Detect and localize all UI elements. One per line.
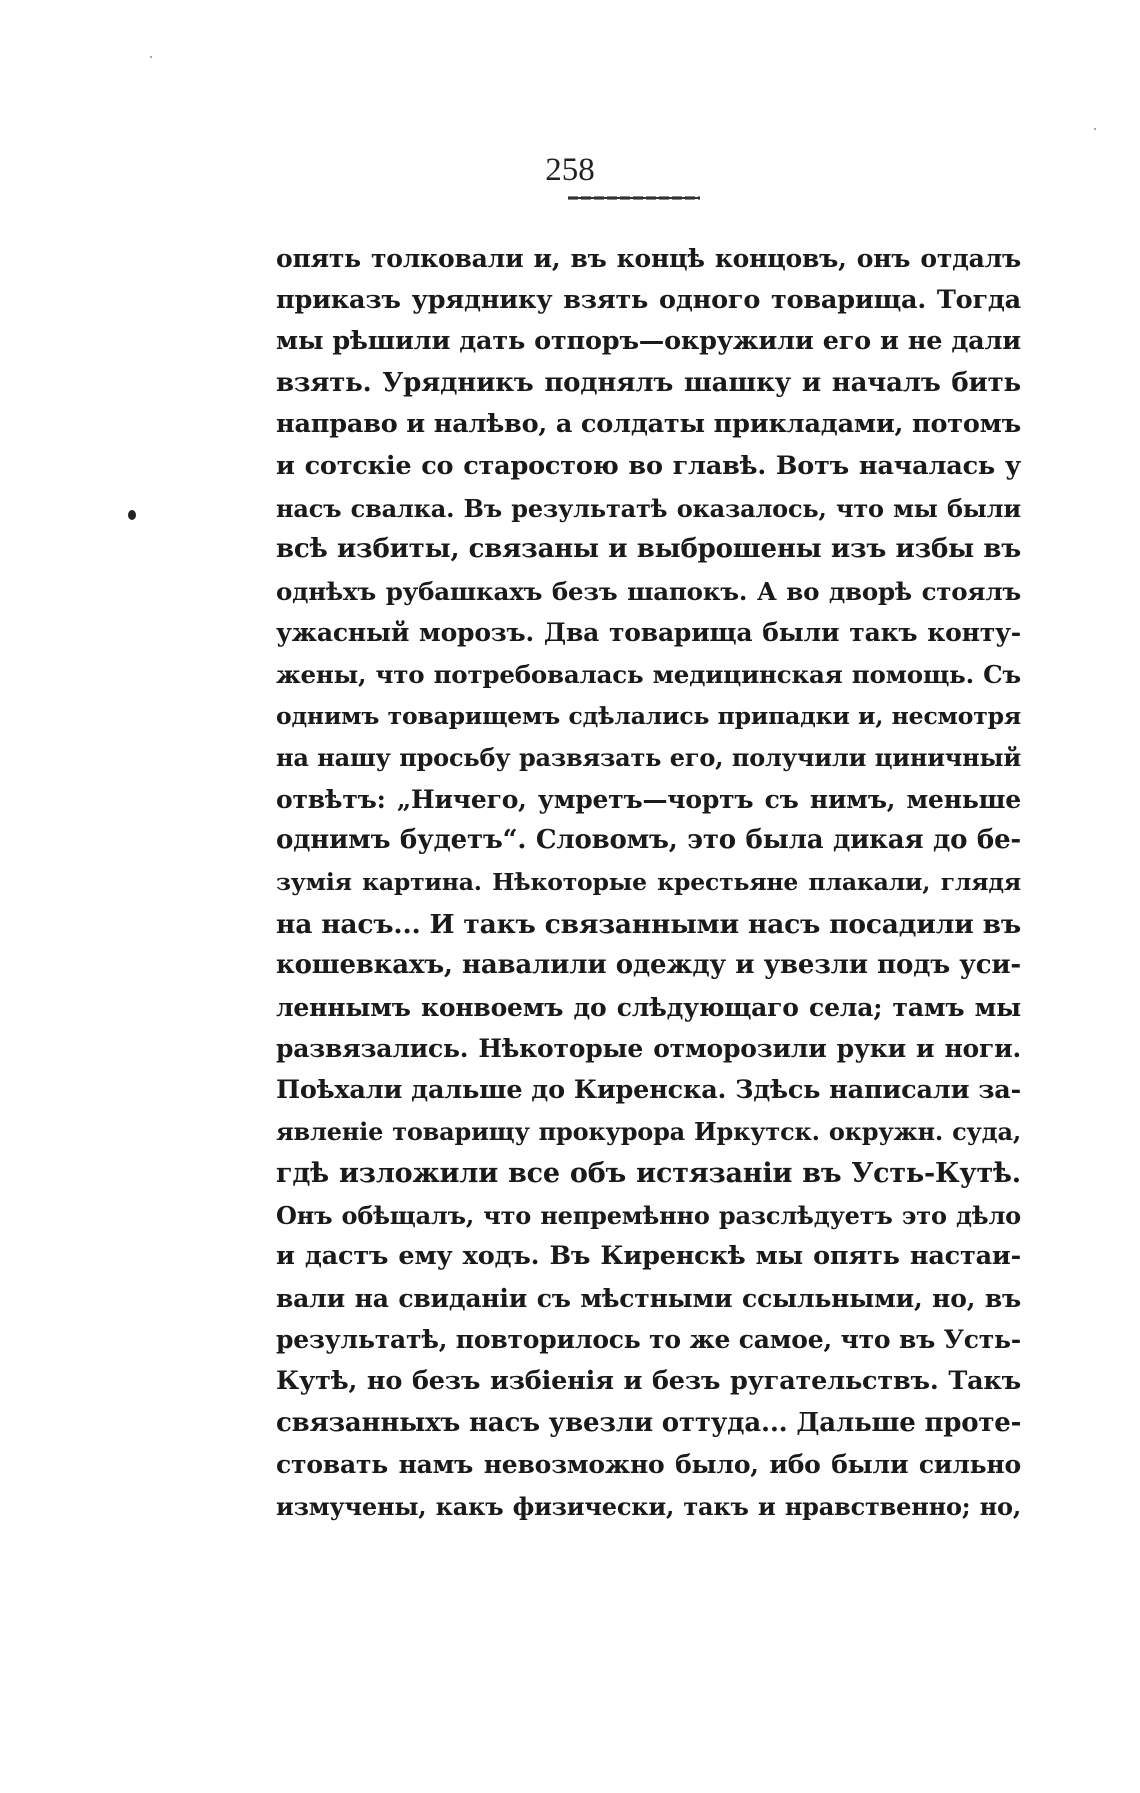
- text-line: стовать намъ невозможно было, ибо были сильно: [276, 1450, 1021, 1480]
- body-text: [276, 238, 1021, 1527]
- text-line: на насъ... И такъ связанными насъ посадили въ: [276, 908, 1021, 940]
- text-line: направо и налѣво, а солдаты прикладами, потомъ: [276, 409, 1021, 440]
- text-line: отвѣтъ: „Ничего, умретъ—чортъ съ нимъ, меньше: [276, 784, 1021, 814]
- text-line: приказъ уряднику взять одного товарища. Тогда: [276, 284, 1021, 315]
- text-line: Поѣхали дальше до Киренска. Здѣсь написали за-: [276, 1074, 1021, 1105]
- header-rule-texture: [568, 196, 700, 200]
- text-line: и сотскіе со старостою во главѣ. Вотъ началась у: [276, 450, 1021, 481]
- text-line: измучены, какъ физически, такъ и нравственно; но,: [276, 1491, 1021, 1521]
- margin-speck: [1094, 128, 1096, 130]
- text-line: леннымъ конвоемъ до слѣдующаго села; тамъ мы: [276, 992, 1021, 1022]
- text-line: гдѣ изложили все объ истязаніи въ Усть-Кутѣ.: [276, 1158, 1021, 1190]
- text-line: явленіе товарищу прокурора Иркутск. окружн. суда,: [276, 1117, 1021, 1147]
- text-line: вали на свиданіи съ мѣстными ссыльными, но, въ: [276, 1283, 1021, 1313]
- text-line: жены, что потребовалась медицинская помощь. Съ: [276, 659, 1021, 689]
- text-line: всѣ избиты, связаны и выброшены изъ избы въ: [276, 534, 1021, 565]
- text-line: ужасный морозъ. Два товарища были такъ конту-: [276, 618, 1021, 648]
- text-line: развязались. Нѣкоторые отморозили руки и ноги.: [276, 1034, 1021, 1064]
- margin-speck: [150, 56, 152, 58]
- margin-speck: [128, 510, 136, 520]
- text-line: взять. Урядникъ поднялъ шашку и началъ бить: [276, 367, 1021, 398]
- text-line: однимъ товарищемъ сдѣлались припадки и, несмотря: [276, 701, 1021, 730]
- text-line: на нашу просьбу развязать его, получили циничный: [276, 743, 1021, 773]
- text-line: Кутѣ, но безъ избіенія и безъ ругательствъ. Такъ: [276, 1366, 1021, 1397]
- text-line: опять толковали и, въ концѣ концовъ, онъ отдалъ: [276, 244, 1021, 273]
- text-line: связанныхъ насъ увезли оттуда... Дальше проте-: [276, 1407, 1022, 1438]
- text-line: Онъ обѣщалъ, что непремѣнно разслѣдуетъ это дѣло: [276, 1200, 1021, 1230]
- text-line: результатѣ, повторилось то же самое, что въ Усть-: [276, 1325, 1021, 1355]
- text-line: зумія картина. Нѣкоторые крестьяне плакали, глядя: [276, 867, 1021, 896]
- text-line: однимъ будетъ“. Словомъ, это была дикая до бе-: [276, 825, 1021, 856]
- text-line: кошевкахъ, навалили одежду и увезли подъ уси-: [276, 950, 1021, 981]
- text-line: насъ свалка. Въ результатѣ оказалось, что мы были: [276, 493, 1021, 523]
- text-line: мы рѣшили дать отпоръ—окружили его и не дали: [276, 326, 1021, 357]
- text-line: однѣхъ рубашкахъ безъ шапокъ. А во дворѣ стоялъ: [276, 576, 1021, 606]
- page-number: 258: [545, 152, 595, 188]
- text-line: и дастъ ему ходъ. Въ Киренскѣ мы опять настаи-: [276, 1241, 1021, 1272]
